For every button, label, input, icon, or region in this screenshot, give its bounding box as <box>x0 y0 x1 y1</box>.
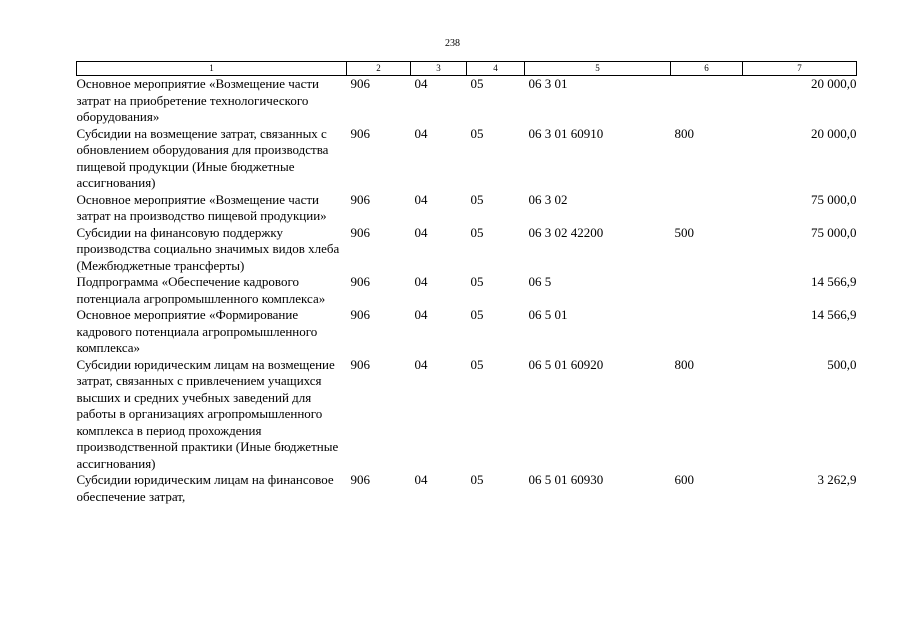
row-name: Основное мероприятие «Возмещение части затрат на производство пищевой продукции» <box>76 191 327 223</box>
row-grbs: 906 <box>350 307 370 322</box>
row-section: 04 <box>414 224 428 240</box>
row-target-article: 06 3 01 60910 <box>528 125 604 141</box>
row-grbs: 906 <box>350 224 370 240</box>
row-amount: 14 566,9 <box>811 307 857 322</box>
row-target-article: 06 3 01 <box>528 76 568 91</box>
column-header-1: 1 <box>77 62 347 76</box>
table-row <box>77 76 857 126</box>
column-header-2: 2 <box>347 62 411 76</box>
row-name: Субсидии юридическим лицам на финансовое обеспечение затрат, <box>76 472 334 504</box>
row-grbs: 906 <box>350 274 370 289</box>
row-expense-type: 500 <box>674 224 694 240</box>
row-section: 04 <box>414 356 428 372</box>
row-target-article: 06 3 02 42200 <box>528 224 604 240</box>
table-row <box>77 357 857 473</box>
row-grbs: 906 <box>350 472 370 487</box>
row-section: 04 <box>414 125 428 141</box>
row-expense-type: 600 <box>674 472 694 487</box>
row-expense-type: 800 <box>674 356 694 372</box>
row-name: Основное мероприятие «Возмещение части затрат на приобретение технологического оборудования» <box>76 76 319 124</box>
row-subsection: 05 <box>470 125 484 141</box>
row-subsection: 05 <box>470 274 484 289</box>
row-subsection: 05 <box>470 224 484 240</box>
row-grbs: 906 <box>350 125 370 141</box>
row-expense-type <box>671 192 743 225</box>
column-header-6: 6 <box>671 62 743 76</box>
row-target-article: 06 3 02 <box>528 191 568 207</box>
row-section: 04 <box>414 76 428 91</box>
row-amount: 20 000,0 <box>811 125 857 141</box>
row-target-article: 06 5 01 60920 <box>528 356 604 372</box>
row-expense-type <box>671 274 743 307</box>
row-grbs: 906 <box>350 76 370 91</box>
table-row <box>77 472 857 505</box>
row-amount: 500,0 <box>827 356 857 372</box>
row-subsection: 05 <box>470 356 484 372</box>
row-amount: 14 566,9 <box>811 274 857 289</box>
row-amount: 75 000,0 <box>811 191 857 207</box>
table-row <box>77 126 857 192</box>
table-row <box>77 192 857 225</box>
row-amount: 75 000,0 <box>811 224 857 240</box>
table-header-row <box>77 62 857 76</box>
row-target-article: 06 5 01 60930 <box>528 472 604 487</box>
row-section: 04 <box>414 274 428 289</box>
row-section: 04 <box>414 472 428 487</box>
row-target-article: 06 5 <box>528 274 552 289</box>
row-expense-type: 800 <box>674 125 694 141</box>
row-subsection: 05 <box>470 191 484 207</box>
row-name: Субсидии юридическим лицам на возмещение затрат, связанных с привлечением учащихся высших и средних учебных заведений для работы в организациях агропромышленного комплекса в период прохождения производственной практики (Иные бюджетные ассигнования) <box>76 356 339 471</box>
row-subsection: 05 <box>470 307 484 322</box>
table-row <box>77 274 857 307</box>
table-row <box>77 225 857 275</box>
row-section: 04 <box>414 307 428 322</box>
row-grbs: 906 <box>350 191 370 207</box>
row-amount: 20 000,0 <box>811 76 857 91</box>
column-header-7: 7 <box>743 62 857 76</box>
row-target-article: 06 5 01 <box>528 307 568 322</box>
row-name: Субсидии на финансовую поддержку производства социально значимых видов хлеба (Межбюджетные трансферты) <box>76 224 340 273</box>
row-name: Субсидии на возмещение затрат, связанных с обновлением оборудования для производства пищевой продукции (Иные бюджетные ассигнования) <box>76 125 329 190</box>
page-number: 238 <box>445 38 460 49</box>
row-name: Подпрограмма «Обеспечение кадрового потенциала агропромышленного комплекса» <box>76 274 326 306</box>
table-row <box>77 307 857 357</box>
row-name: Основное мероприятие «Формирование кадрового потенциала агропромышленного комплекса» <box>76 307 318 355</box>
row-expense-type <box>671 76 743 126</box>
column-header-5: 5 <box>525 62 671 76</box>
budget-table <box>76 61 857 505</box>
column-header-4: 4 <box>467 62 525 76</box>
row-section: 04 <box>414 191 428 207</box>
row-amount: 3 262,9 <box>817 472 857 487</box>
row-grbs: 906 <box>350 356 370 372</box>
row-subsection: 05 <box>470 76 484 91</box>
row-expense-type <box>671 307 743 357</box>
row-subsection: 05 <box>470 472 484 487</box>
column-header-3: 3 <box>411 62 467 76</box>
